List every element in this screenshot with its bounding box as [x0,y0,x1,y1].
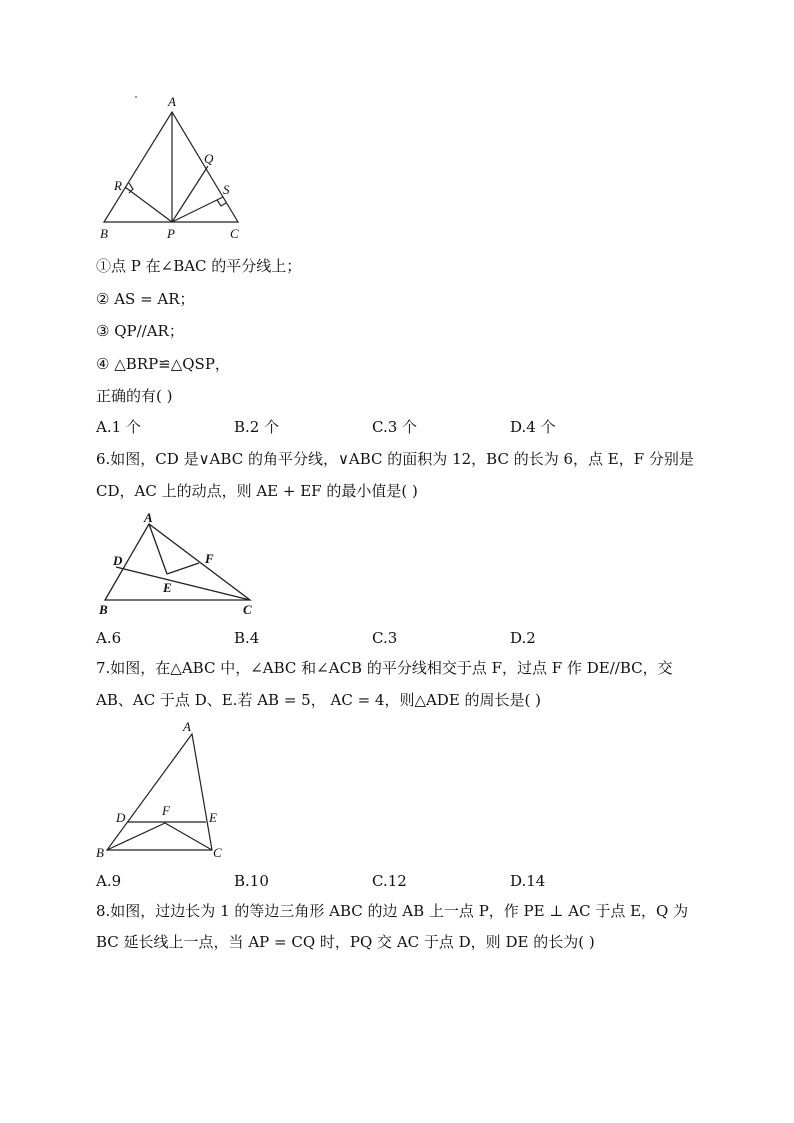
q6-option-d: D.2 [510,629,536,647]
label-s: S [223,182,230,197]
q5-statement-1: ①点 P 在∠BAC 的平分线上； [96,257,302,275]
q5-statement-3: ③ QP//AR； [96,322,184,340]
figure-q6 [95,505,265,620]
figure-q7 [92,716,232,866]
q7-option-d: D.14 [510,872,546,890]
label-a: A [168,94,176,109]
label-q: Q [204,151,214,166]
label-f: F [205,551,214,566]
label-b: B [99,602,108,617]
q5-option-c: C.3 个 [372,418,418,436]
label-c: C [213,845,222,860]
q7-option-a: A.9 [96,872,122,890]
q6-text-line-2: CD，AC 上的动点，则 AE + EF 的最小值是( ) [96,482,418,500]
segment-ef [167,563,199,574]
figure-q5 [90,88,260,248]
label-c: C [230,226,239,241]
right-angle-mark-r [129,183,133,193]
label-r: R [114,178,122,193]
q6-text-line-1: 6.如图，CD 是∨ABC 的角平分线，∨ABC 的面积为 12，BC 的长为 6，点 E，F 分别是 [96,450,694,468]
label-b: B [96,845,104,860]
label-d: D [113,553,123,568]
q8-text-line-1: 8.如图，过边长为 1 的等边三角形 ABC 的边 AB 上一点 P，作 PE ⊥ AC 于点 E，Q 为 [96,902,689,920]
q5-statement-4: ④ △BRP≌△QSP， [96,355,230,373]
q7-option-c: C.12 [372,872,407,890]
segment-cd [116,567,250,600]
triangle-abc [104,112,238,222]
q8-text-line-2: BC 延长线上一点，当 AP = CQ 时，PQ 交 AC 于点 D，则 DE 的长为( ) [96,933,595,951]
label-f: F [162,803,170,818]
label-a: A [144,510,153,525]
label-p: P [167,226,175,241]
segment-cf [165,823,212,850]
label-a: A [183,719,191,734]
triangle-abc [107,734,212,850]
label-c: C [243,602,252,617]
label-e: E [163,580,172,595]
q7-text-line-1: 7.如图，在△ABC 中，∠ABC 和∠ACB 的平分线相交于点 F，过点 F 作 DE//BC，交 [96,659,673,677]
q5-option-b: B.2 个 [234,418,280,436]
segment-rp [125,187,172,222]
q6-option-b: B.4 [234,629,260,647]
q7-text-line-2: AB、AC 于点 D、E.若 AB = 5， AC = 4，则△ADE 的周长是( ) [96,691,542,709]
q5-statement-2: ② AS = AR； [96,290,195,308]
q6-option-a: A.6 [96,629,122,647]
q5-prompt: 正确的有( ) [96,387,173,405]
q6-option-c: C.3 [372,629,398,647]
segment-bf [107,823,165,850]
q7-option-b: B.10 [234,872,269,890]
label-d: D [116,810,126,825]
label-b: B [100,226,108,241]
q5-option-d: D.4 个 [510,418,556,436]
label-e: E [209,810,217,825]
q5-option-a: A.1 个 [96,418,141,436]
triangle-abc [105,524,250,600]
